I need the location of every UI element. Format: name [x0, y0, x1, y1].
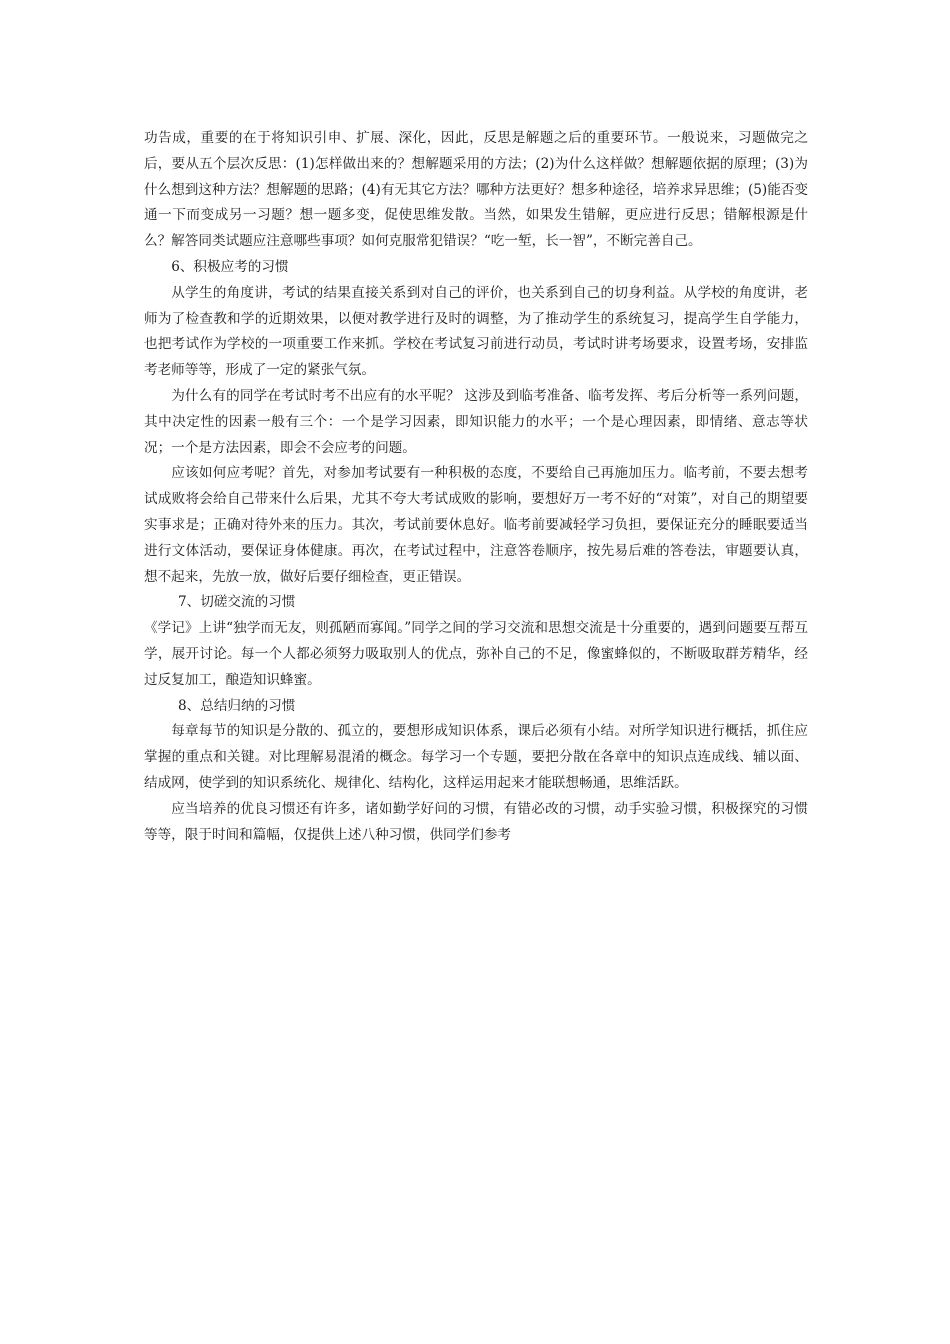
paragraph-exam-strategy: 应该如何应考呢？首先，对参加考试要有一种积极的态度，不要给自己再施加压力。临考前，不要去想考试成败将会给自己带来什么后果，尤其不夸大考试成败的影响，要想好万一考不好的“对策”，对自己的期望要实事求是；正确对待外来的压力。其次，考试前要休息好。临考前要减轻学习负担，要保证充分的睡眠要适当进行文体活动，要保证身体健康。再次，在考试过程中，注意答卷顺序，按先易后难的答卷法，审题要认真，想不起来，先放一放，做好后要仔细检查，更正错误。: [144, 465, 808, 585]
section-heading-8: 8、总结归纳的习惯: [178, 697, 296, 714]
paragraph-exam-factors: 为什么有的同学在考试时考不出应有的水平呢？ 这涉及到临考准备、临考发挥、考后分析等一系列问题，其中决定性的因素一般有三个：一个是学习因素，即知识能力的水平；一个是心理因素，即情绪、意志等状况；一个是方法因素，即会不会应考的问题。: [144, 387, 808, 456]
paragraph-conclusion: 应当培养的优良习惯还有许多，诸如勤学好问的习惯，有错必改的习惯，动手实验习惯，积极探究的习惯等等，限于时间和篇幅，仅提供上述八种习惯，供同学们参考: [144, 800, 808, 843]
paragraph-exam-importance: 从学生的角度讲，考试的结果直接关系到对自己的评价，也关系到自己的切身利益。从学校的角度讲，老师为了检查教和学的近期效果，以便对教学进行及时的调整，为了推动学生的系统复习，提高学生自学能力，也把考试作为学校的一项重要工作来抓。学校在考试复习前进行动员，考试时讲考场要求，设置考场，安排监考老师等等，形成了一定的紧张气氛。: [144, 284, 808, 379]
paragraph-summarize: 每章每节的知识是分散的、孤立的，要想形成知识体系，课后必须有小结。对所学知识进行概括，抓住应掌握的重点和关键。对比理解易混淆的概念。每学习一个专题，要把分散在各章中的知识点连成线、辅以面、结成网，使学到的知识系统化、规律化、结构化，这样运用起来才能联想畅通，思维活跃。: [144, 723, 808, 791]
paragraph-reflection-continued: 功告成，重要的在于将知识引申、扩展、深化，因此，反思是解题之后的重要环节。一般说来，习题做完之后，要从五个层次反思：(1)怎样做出来的？想解题采用的方法；(2)为什么这样做？想解题依据的原理；(3)为什么想到这种方法？想解题的思路；(4)有无其它方法？哪种方法更好？想多种途径，培养求异思维；(5)能否变通一下而变成另一习题？想一题多变，促使思维发散。当然，如果发生错解，更应进行反思；错解根源是什么？解答同类试题应注意哪些事项？如何克服常犯错误？“吃一堑，长一智”，不断完善自己。: [144, 130, 808, 250]
document-body: [144, 126, 808, 848]
section-heading-7: 7、切磋交流的习惯: [178, 594, 296, 611]
paragraph-exchange: 《学记》上讲“独学而无友，则孤陋而寡闻。”同学之间的学习交流和思想交流是十分重要的，遇到问题要互帮互学，展开讨论。每一个人都必须努力吸取别人的优点，弥补自己的不足，像蜜蜂似的，不断吸取群芳精华，经过反复加工，酿造知识蜂蜜。: [144, 620, 808, 688]
section-heading-6: 6、积极应考的习惯: [171, 258, 289, 275]
